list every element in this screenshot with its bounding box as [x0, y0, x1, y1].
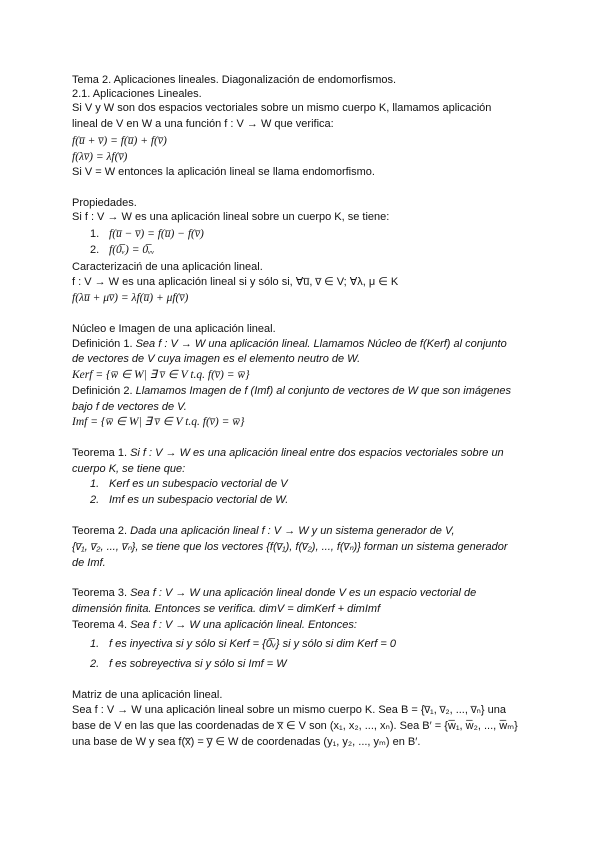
theorem-1-text: Si f : V → W es una aplicación lineal entre dos espacios vectoriales sobre un	[130, 447, 504, 459]
theorem-4-item-1	[90, 637, 396, 651]
theorem-1-label: Teorema 1.	[72, 447, 131, 459]
definition-2-text: Llamamos Imagen de f (Imf) al conjunto de vectores de W que son imágenes	[135, 385, 512, 397]
theorem-1-item-2-number: 2.	[90, 494, 100, 506]
theorem-4-line-1	[72, 618, 357, 632]
theorem-2-label: Teorema 2.	[72, 525, 131, 537]
theorem-4-item-1-number: 1.	[90, 638, 100, 650]
matrix-line-3: una base de W y sea f(x̅) = y̅ ∈ W de coordenadas (y₁, y₂, ..., yₘ) en B′.	[72, 736, 421, 748]
theorem-3-text: Sea f : V → W una aplicación lineal donde V es un espacio vectorial de	[130, 587, 477, 599]
kernel-formula: Kerf = {w̅ ∈ W| ∃ v̅ ∈ V t.q. f(v̅) = w̅}	[72, 369, 250, 381]
theorem-4-item-2-number: 2.	[90, 658, 100, 670]
characterization-formula: f(λu̅ + μv̅) = λf(u̅) + μf(v̅)	[72, 292, 189, 304]
property-1-formula: f(u̅ − v̅) = f(u̅) − f(v̅)	[109, 228, 204, 240]
definition-2-label: Definición 2.	[72, 385, 136, 397]
definition-2-line-2: bajo f de vectores de V.	[72, 401, 187, 413]
image-formula: Imf = {w̅ ∈ W| ∃ v̅ ∈ V t.q. f(v̅) = w̅}	[72, 416, 245, 428]
definition-1-line-2: de vectores de V cuya imagen es el elemento neutro de W.	[72, 353, 361, 365]
formula-homogeneity: f(λv̅) = λf(v̅)	[72, 151, 128, 163]
definition-1-label: Definición 1.	[72, 338, 136, 350]
theorem-3-line-2: dimensión finita. Entonces se verifica. dimV = dimKerf + dimImf	[72, 603, 381, 615]
properties-intro: Si f : V → W es una aplicación lineal sobre un cuerpo K, se tiene:	[72, 211, 390, 223]
theorem-2-text: Dada una aplicación lineal f : V → W y un sistema generador de V,	[130, 525, 455, 537]
theorem-1-item-1-text: Kerf es un subespacio vectorial de V	[109, 478, 288, 490]
formula-additivity: f(u̅ + v̅) = f(u̅) + f(v̅)	[72, 135, 167, 147]
definition-intro-line-2: lineal de V en W a una función f : V → W que verifica:	[72, 118, 334, 130]
property-item-1	[90, 227, 204, 241]
properties-heading: Propiedades.	[72, 197, 137, 209]
property-2-number: 2.	[90, 244, 100, 256]
theorem-3-label: Teorema 3.	[72, 587, 131, 599]
matrix-line-1: Sea f : V → W una aplicación lineal sobre un mismo cuerpo K. Sea B = {v̅₁, v̅₂, ..., v̅ₙ} una	[72, 704, 506, 716]
property-item-2	[90, 243, 155, 257]
property-2-formula: f(0̅ᵥ) = 0̅ᵥᵥ	[109, 244, 155, 256]
subsection-title: 2.1. Aplicaciones Lineales.	[72, 88, 202, 100]
theorem-4-item-1-text: f es inyectiva si y sólo si Kerf = {0̅ᵥ} si y sólo si dim Kerf = 0	[109, 638, 396, 650]
theorem-1-item-2	[90, 493, 288, 507]
theorem-4-text: Sea f : V → W una aplicación lineal. Entonces:	[130, 619, 357, 631]
definition-2-line-1	[72, 384, 511, 398]
endomorphism-line: Si V = W entonces la aplicación lineal se llama endomorfismo.	[72, 166, 375, 178]
definition-1-line-1	[72, 337, 507, 351]
theorem-2-line-3: de Imf.	[72, 557, 106, 569]
theorem-4-item-2	[90, 657, 287, 671]
theorem-1-item-1-number: 1.	[90, 478, 100, 490]
theorem-1-item-2-text: Imf es un subespacio vectorial de W.	[109, 494, 289, 506]
definition-1-text: Sea f : V → W una aplicación lineal. Llamamos Núcleo de f(Kerf) al conjunto	[135, 338, 507, 350]
theorem-2-line-2: {v̅₁, v̅₂, ..., v̅ₙ}, se tiene que los vectores {f(v̅₁), f(v̅₂), ..., f(v̅ₙ)} forman un sistema generador	[72, 541, 508, 553]
property-1-number: 1.	[90, 228, 100, 240]
matrix-line-2: base de V en las que las coordenadas de x̅ ∈ V son (x₁, x₂, ..., xₙ). Sea B′ = {w̅₁, w̅₂, ..., w̅ₘ}	[72, 720, 518, 732]
characterization-line-1: f : V → W es una aplicación lineal si y sólo si, ∀u̅, v̅ ∈ V; ∀λ, μ ∈ K	[72, 276, 399, 288]
theorem-1-line-2: cuerpo K, se tiene que:	[72, 463, 186, 475]
section-title: Tema 2. Aplicaciones lineales. Diagonalización de endomorfismos.	[72, 74, 397, 86]
theorem-4-label: Teorema 4.	[72, 619, 131, 631]
characterization-heading: Caracterizaciń de una aplicación lineal.	[72, 261, 263, 273]
theorem-1-line-1	[72, 446, 504, 460]
theorem-2-line-1	[72, 524, 455, 538]
definition-intro-line-1: Si V y W son dos espacios vectoriales sobre un mismo cuerpo K, llamamos aplicación	[72, 102, 492, 114]
kernel-image-heading: Núcleo e Imagen de una aplicación lineal.	[72, 323, 276, 335]
theorem-3-line-1	[72, 586, 476, 600]
theorem-4-item-2-text: f es sobreyectiva si y sólo si Imf = W	[109, 658, 287, 670]
matrix-heading: Matriz de una aplicación lineal.	[72, 689, 223, 701]
theorem-1-item-1	[90, 477, 288, 491]
